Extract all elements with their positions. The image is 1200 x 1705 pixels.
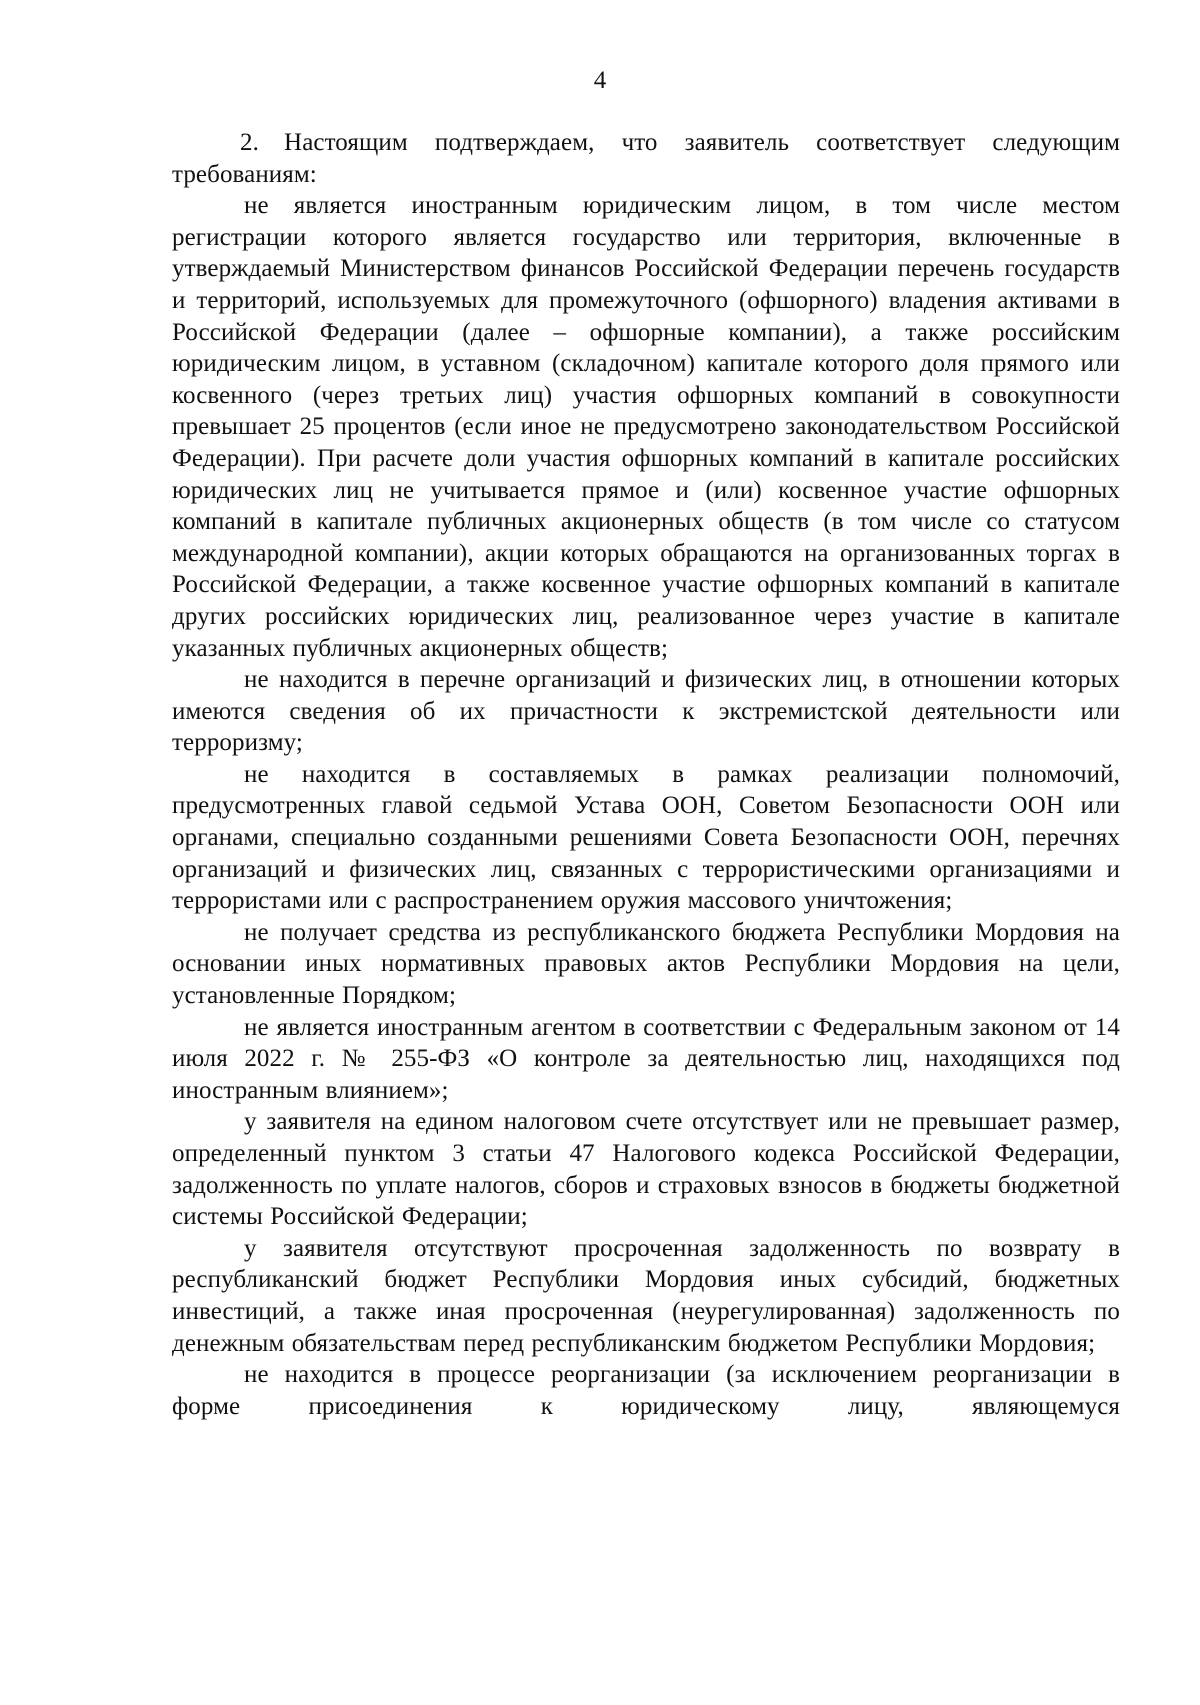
- paragraph-requirements-intro: 2. Настоящим подтверждаем, что заявитель соответствует следующим требованиям:: [172, 129, 1120, 188]
- paragraph-budget-debt-requirement: у заявителя отсутствуют просроченная задолженность по возврату в республиканский бюджет Республики Мордовия иных субсидий, бюджетных инвестиций, а также иная просроченная (неурегулированная) задолженность по денежным обязательствам перед республиканским бюджетом Республики Мордовия;: [172, 1234, 1120, 1357]
- document-body: [172, 127, 1120, 1422]
- paragraph-extremism-list-requirement: не находится в перечне организаций и физических лиц, в отношении которых имеются сведения об их причастности к экстремистской деятельности или терроризму;: [172, 666, 1120, 757]
- paragraph-un-sanctions-requirement: не находится в составляемых в рамках реализации полномочий, предусмотренных главой седьмой Устава ООН, Советом Безопасности ООН или органами, специально созданными решениями Совета Безопасности ООН, перечнях организаций и физических лиц, связанных с террористическими организациями и террористами или с распространением оружия массового уничтожения;: [172, 760, 1120, 915]
- paragraph-no-other-budget-funds-requirement: не получает средства из республиканского бюджета Республики Мордовия на основании иных нормативных правовых актов Республики Мордовия на цели, установленные Порядком;: [172, 918, 1120, 1010]
- paragraph-tax-debt-requirement: у заявителя на едином налоговом счете отсутствует или не превышает размер, определенный пунктом 3 статьи 47 Налогового кодекса Российской Федерации, задолженность по уплате налогов, сборов и страховых взносов в бюджеты бюджетной системы Российской Федерации;: [172, 1108, 1120, 1231]
- paragraph-foreign-agent-requirement: не является иностранным агентом в соответствии с Федеральным законом от 14 июля 2022 г. № 255-ФЗ «О контроле за деятельностью лиц, находящихся под иностранным влиянием»;: [172, 1013, 1120, 1104]
- paragraph-offshore-requirement: не является иностранным юридическим лицом, в том числе местом регистрации которого является государство или территория, включенные в утверждаемый Министерством финансов Российской Федерации перечень государств и территорий, используемых для промежуточного (офшорного) владения активами в Российской Федерации (далее – офшорные компании), а также российским юридическим лицом, в уставном (складочном) капитале которого доля прямого или косвенного (через третьих лиц) участия офшорных компаний в совокупности превышает 25 процентов (если иное не предусмотрено законодательством Российской Федерации). При расчете доли участия офшорных компаний в капитале российских юридических лиц не учитывается прямое и (или) косвенное участие офшорных компаний в капитале публичных акционерных обществ (в том числе со статусом международной компании), акции которых обращаются на организованных торгах в Российской Федерации, а также косвенное участие офшорных компаний в капитале других российских юридических лиц, реализованное через участие в капитале указанных публичных акционерных обществ;: [172, 192, 1120, 662]
- paragraph-reorganization-requirement: не находится в процессе реорганизации (за исключением реорганизации в форме присоединения к юридическому лицу, являющемуся: [172, 1361, 1120, 1420]
- page-number: 4: [593, 67, 607, 94]
